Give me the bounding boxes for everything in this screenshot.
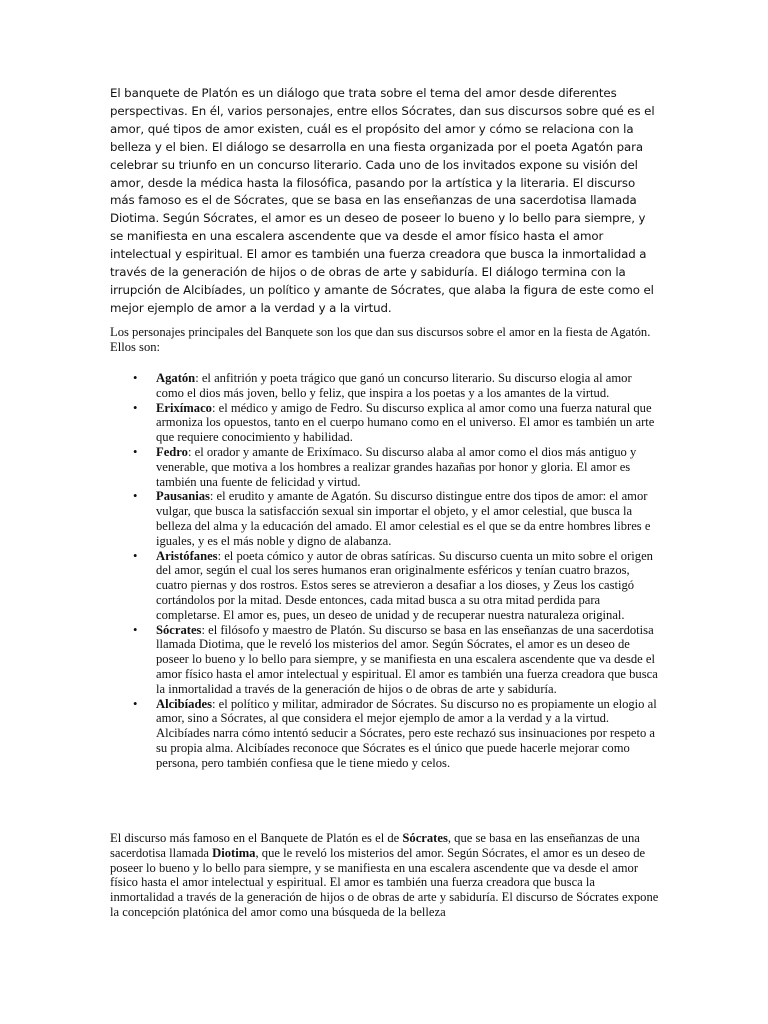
character-name: Alcibíades bbox=[156, 696, 212, 711]
character-name: Aristófanes bbox=[156, 548, 218, 563]
character-name: Pausanias bbox=[156, 489, 210, 504]
character-description: : el poeta cómico y autor de obras satíricas. Su discurso cuenta un mito sobre el origen del amor, según el cual los seres humanos eran originalmente esféricos y tenían cuatro brazos, cuatro piernas y dos rostros. Estos seres se atrevieron a desafiar a los dioses, y Zeus los castigó cortándolos por la mitad. Desde entonces, cada mitad busca a su otra mitad perdida para completarse. El amor es, pues, un deseo de unidad y de recuperar nuestra naturaleza original. bbox=[156, 548, 653, 622]
character-description: : el médico y amigo de Fedro. Su discurso explica al amor como una fuerza natural que armoniza los opuestos, tanto en el cuerpo humano como en el universo. El amor es también un arte que requiere conocimiento y habilidad. bbox=[156, 400, 655, 445]
character-name: Fedro bbox=[156, 444, 188, 459]
character-name: Sócrates bbox=[156, 622, 202, 637]
closing-text-3: , que le reveló los misterios del amor. Según Sócrates, el amor es un deseo de poseer lo bueno y lo bello para siempre, y se manifiesta en una escalera ascendente que va desde el amor físico hasta el amor intelectual y espiritual. El amor es también una fuerza creadora que busca la inmortalidad a través de la generación de hijos o de obras de arte y sabiduría. El discurso de Sócrates expone la concepción platónica del amor como una búsqueda de la belleza bbox=[110, 845, 659, 919]
bullet-icon: • bbox=[133, 489, 138, 504]
closing-bold-diotima: Diotima bbox=[212, 845, 256, 860]
list-item-fedro bbox=[110, 445, 660, 489]
bullet-icon: • bbox=[133, 444, 138, 459]
character-name: Erixímaco bbox=[156, 400, 212, 415]
closing-text-2: , que se basa en las enseñanzas de una sacerdotisa llamada bbox=[110, 831, 640, 860]
list-item-aristofanes bbox=[110, 549, 660, 623]
bullet-icon: • bbox=[133, 622, 138, 637]
list-item-agaton bbox=[110, 371, 660, 401]
closing-text-1: El discurso más famoso en el Banquete de Platón es el de bbox=[110, 831, 403, 845]
character-description: : el filósofo y maestro de Platón. Su discurso se basa en las enseñanzas de una sacerdotisa llamada Diotima, que le reveló los misterios del amor. Según Sócrates, el amor es un deseo de poseer lo bueno y lo bello para siempre, y se manifiesta en una escalera ascendente que va desde el amor físico hasta el amor intelectual y espiritual. El amor es también una fuerza creadora que busca la inmortalidad a través de la generación de hijos o de obras de arte y sabiduría. bbox=[156, 622, 658, 696]
bullet-icon: • bbox=[133, 548, 138, 563]
list-item-socrates bbox=[110, 623, 660, 697]
character-name: Agatón bbox=[156, 371, 196, 385]
character-description: : el anfitrión y poeta trágico que ganó un concurso literario. Su discurso elogia al amor como el dios más joven, bello y feliz, que inspira a los poetas y a los amantes de la virtud. bbox=[156, 371, 632, 400]
closing-paragraph bbox=[110, 831, 662, 920]
bullet-icon: • bbox=[133, 371, 138, 385]
character-description: : el político y militar, admirador de Sócrates. Su discurso no es propiamente un elogio al amor, sino a Sócrates, al que considera el mejor ejemplo de amor a la verdad y a la virtud. Alcibíades narra cómo intentó seducir a Sócrates, pero este rechazó sus insinuaciones por respeto a su propia alma. Alcibíades reconoce que Sócrates es el único que puede hacerle mejorar como persona, pero también confiesa que le tiene miedo y celos. bbox=[156, 696, 657, 770]
characters-intro-paragraph: Los personajes principales del Banquete son los que dan sus discursos sobre el amor en la fiesta de Agatón. Ellos son: bbox=[110, 325, 651, 354]
character-description: : el erudito y amante de Agatón. Su discurso distingue entre dos tipos de amor: el amor vulgar, que busca la satisfacción sexual sin importar el objeto, y el amor celestial, que busca la belleza del alma y la educación del amado. El amor celestial es el que se da entre hombres libres e iguales, y es el más noble y digno de alabanza. bbox=[156, 489, 651, 548]
list-item-alcibiades bbox=[110, 697, 660, 771]
list-item-eriximaco bbox=[110, 401, 660, 445]
bullet-icon: • bbox=[133, 400, 138, 415]
characters-list bbox=[110, 371, 660, 771]
closing-bold-socrates: Sócrates bbox=[402, 831, 448, 845]
character-description: : el orador y amante de Erixímaco. Su discurso alaba al amor como el dios más antiguo y venerable, que motiva a los hombres a realizar grandes hazañas por honor y gloria. El amor es también una fuente de felicidad y virtud. bbox=[156, 444, 637, 489]
bullet-icon: • bbox=[133, 696, 138, 711]
intro-paragraph: El banquete de Platón es un diálogo que trata sobre el tema del amor desde diferentes perspectivas. En él, varios personajes, entre ellos Sócrates, dan sus discursos sobre qué es el amor, qué tipos de amor existen, cuál es el propósito del amor y cómo se relaciona con la belleza y el bien. El diálogo se desarrolla en una fiesta organizada por el poeta Agatón para celebrar su triunfo en un concurso literario. Cada uno de los invitados expone su visión del amor, desde la médica hasta la filosófica, pasando por la artística y la literaria. El discurso más famoso es el de Sócrates, que se basa en las enseñanzas de una sacerdotisa llamada Diotima. Según Sócrates, el amor es un deseo de poseer lo bueno y lo bello para siempre, y se manifiesta en una escalera ascendente que va desde el amor físico hasta el amor intelectual y espiritual. El amor es también una fuerza creadora que busca la inmortalidad a través de la generación de hijos o de obras de arte y sabiduría. El diálogo termina con la irrupción de Alcibíades, un político y amante de Sócrates, que alaba la figura de este como el mejor ejemplo de amor a la verdad y a la virtud. bbox=[110, 86, 655, 315]
list-item-pausanias bbox=[110, 489, 660, 548]
